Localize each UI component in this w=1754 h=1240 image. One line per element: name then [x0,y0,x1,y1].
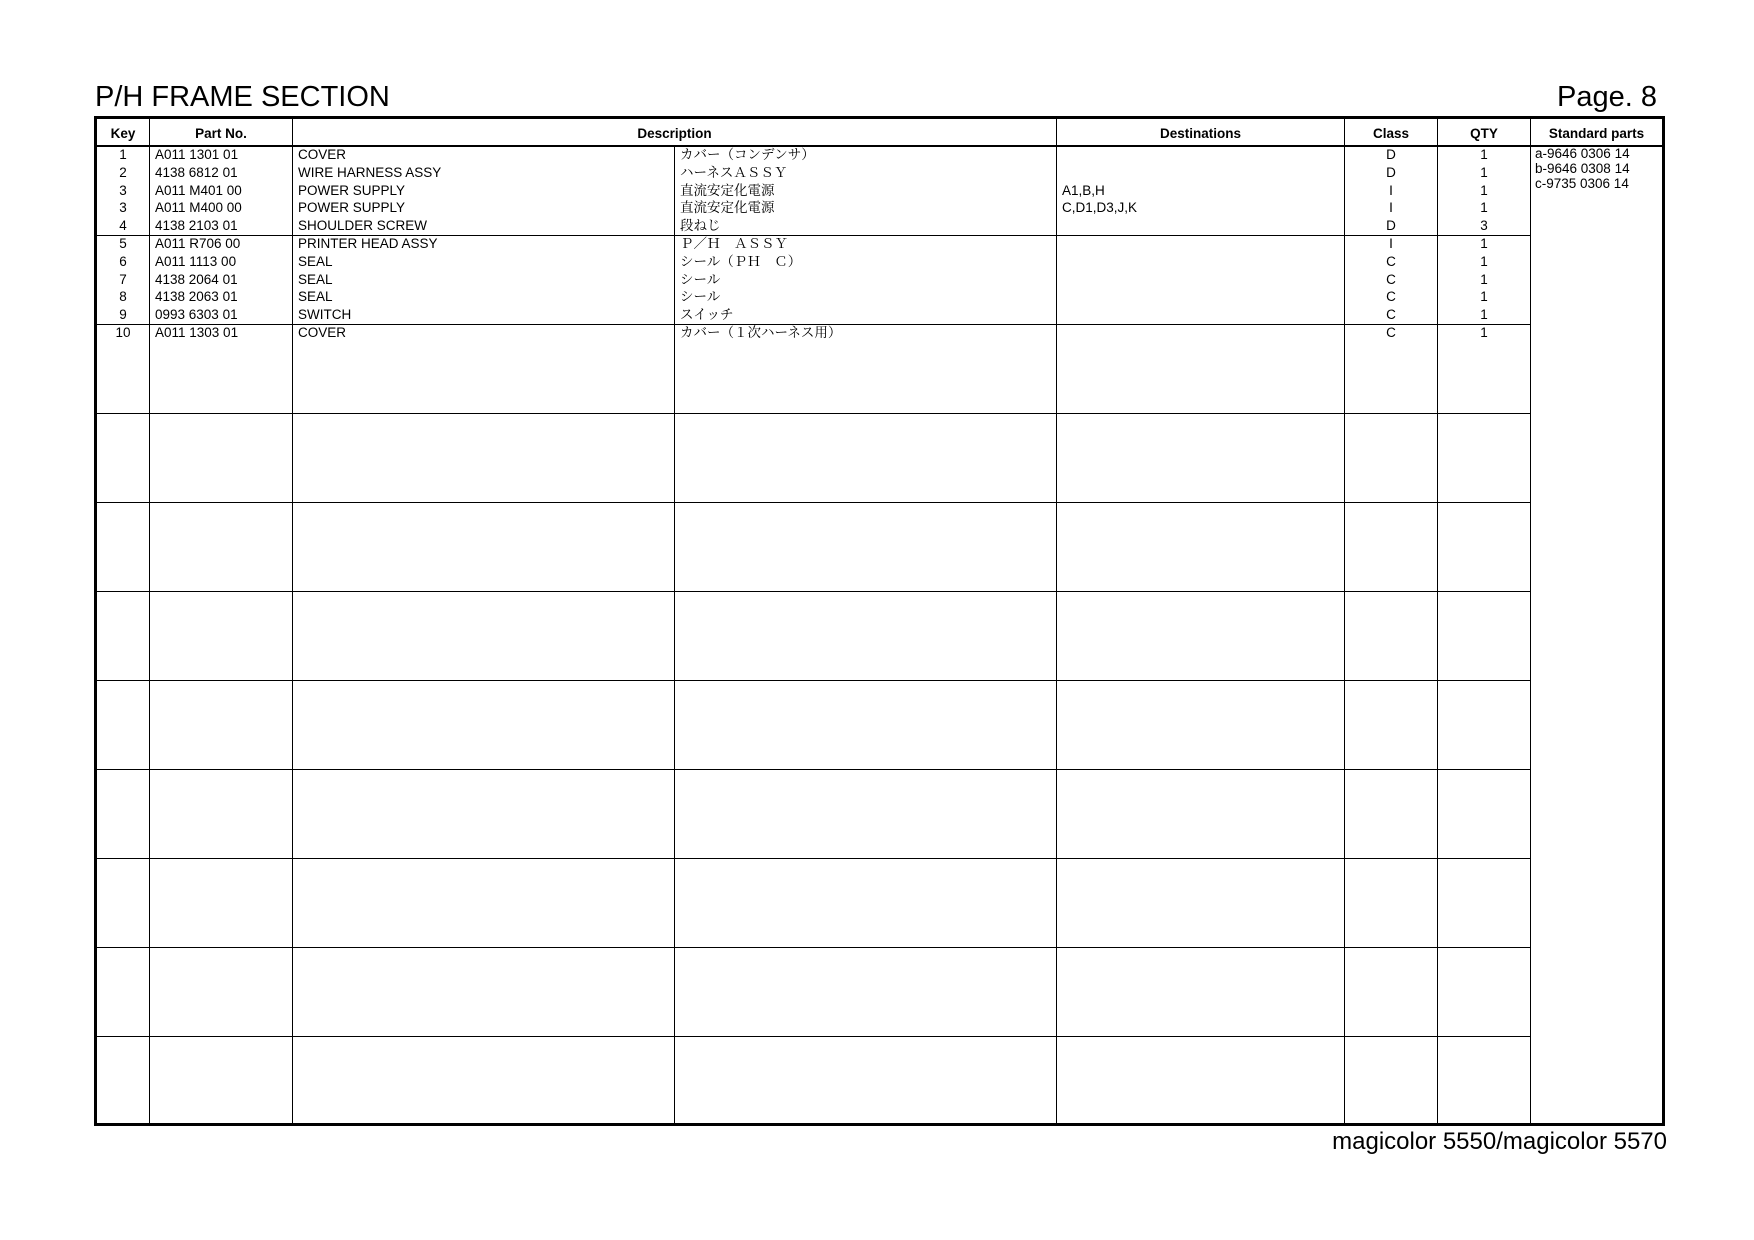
cell-qty: 1 [1480,147,1488,162]
header-key: Key [110,126,136,141]
cell-description-en: PRINTER HEAD ASSY [298,236,438,251]
cell-class: I [1389,182,1393,198]
cell-description-en: SEAL [298,253,333,269]
row-divider [97,502,1530,503]
cell-description-jp: シール [680,271,721,287]
cell-qty: 1 [1480,325,1488,340]
cell-description-en: SHOULDER SCREW [298,218,428,234]
cell-class: C [1386,271,1396,287]
cell-qty: 3 [1480,218,1488,234]
header-qty: QTY [1470,126,1498,141]
cell-description-en: WIRE HARNESS ASSY [298,164,442,180]
cell-key: 5 [119,236,127,251]
cell-qty: 1 [1480,164,1488,180]
description-divider [674,146,675,1123]
cell-class: I [1389,200,1393,216]
page-number: Page. 8 [1557,81,1657,113]
row-divider [97,858,1530,859]
cell-description-jp: Ｐ／Ｈ ＡＳＳＹ [680,236,788,251]
cell-key: 6 [119,253,127,269]
cell-qty: 1 [1480,307,1488,323]
standard-part: b-9646 0308 14 [1535,161,1630,176]
cell-part-no: 4138 2063 01 [155,289,238,305]
cell-key: 10 [115,325,131,340]
row-divider [97,413,1530,414]
column-divider [292,119,293,1123]
cell-part-no: 4138 2103 01 [155,218,238,234]
parts-table [94,116,1665,1126]
cell-qty: 1 [1480,200,1488,216]
cell-part-no: A011 M401 00 [155,182,242,198]
row-divider [97,591,1530,592]
cell-description-jp: カバー（コンデンサ） [680,147,815,162]
cell-description-en: POWER SUPPLY [298,200,406,216]
cell-description-en: COVER [298,147,347,162]
header-description: Description [637,126,712,141]
cell-key: 1 [119,147,127,162]
row-divider [97,680,1530,681]
cell-destinations: C,D1,D3,J,K [1062,200,1138,216]
cell-description-en: POWER SUPPLY [298,182,406,198]
row-divider [97,1036,1530,1037]
cell-key: 8 [119,289,127,305]
cell-part-no: 4138 2064 01 [155,271,238,287]
cell-key: 3 [119,182,127,198]
cell-class: D [1386,147,1396,162]
cell-part-no: A011 1301 01 [155,147,239,162]
page-title: P/H FRAME SECTION [95,81,390,113]
cell-description-en: SWITCH [298,307,352,323]
cell-class: D [1386,164,1396,180]
standard-part: a-9646 0306 14 [1535,146,1630,161]
cell-description-jp: シール（ＰＨ Ｃ） [680,253,802,269]
standard-parts-list [1535,146,1630,191]
header-destinations: Destinations [1159,126,1241,141]
cell-part-no: A011 M400 00 [155,200,242,216]
cell-key: 2 [119,164,127,180]
cell-qty: 1 [1480,253,1488,269]
cell-class: C [1386,325,1396,340]
column-divider [149,119,150,1123]
row-divider [97,769,1530,770]
header-class: Class [1372,126,1410,141]
cell-qty: 1 [1480,236,1488,251]
cell-description-jp: ハーネスＡＳＳＹ [680,164,788,180]
cell-description-jp: 直流安定化電源 [680,182,775,198]
cell-qty: 1 [1480,289,1488,305]
header-standard-parts: Standard parts [1548,126,1645,141]
cell-key: 4 [119,218,127,234]
cell-description-jp: 直流安定化電源 [680,200,775,216]
column-divider [1530,119,1531,1123]
cell-description-en: SEAL [298,289,333,305]
model-footer: magicolor 5550/magicolor 5570 [1332,1128,1667,1155]
cell-part-no: 4138 6812 01 [155,164,238,180]
cell-part-no: 0993 6303 01 [155,307,238,323]
cell-part-no: A011 1113 00 [155,253,237,269]
cell-qty: 1 [1480,182,1488,198]
cell-part-no: A011 R706 00 [155,236,241,251]
cell-destinations: A1,B,H [1062,182,1105,198]
cell-description-jp: カバー（１次ハーネス用） [680,325,842,340]
cell-class: I [1389,236,1393,251]
cell-key: 7 [119,271,127,287]
cell-description-jp: スイッチ [680,307,734,323]
cell-description-jp: シール [680,289,721,305]
cell-class: D [1386,218,1396,234]
cell-class: C [1386,307,1396,323]
cell-class: C [1386,253,1396,269]
cell-key: 9 [119,307,127,323]
cell-qty: 1 [1480,271,1488,287]
cell-part-no: A011 1303 01 [155,325,239,340]
cell-key: 3 [119,200,127,216]
column-divider [1056,119,1057,1123]
row-divider [97,947,1530,948]
cell-description-jp: 段ねじ [680,218,721,234]
cell-description-en: COVER [298,325,347,340]
header-part-no: Part No. [195,126,247,141]
cell-class: C [1386,289,1396,305]
standard-part: c-9735 0306 14 [1535,176,1629,191]
cell-description-en: SEAL [298,271,333,287]
